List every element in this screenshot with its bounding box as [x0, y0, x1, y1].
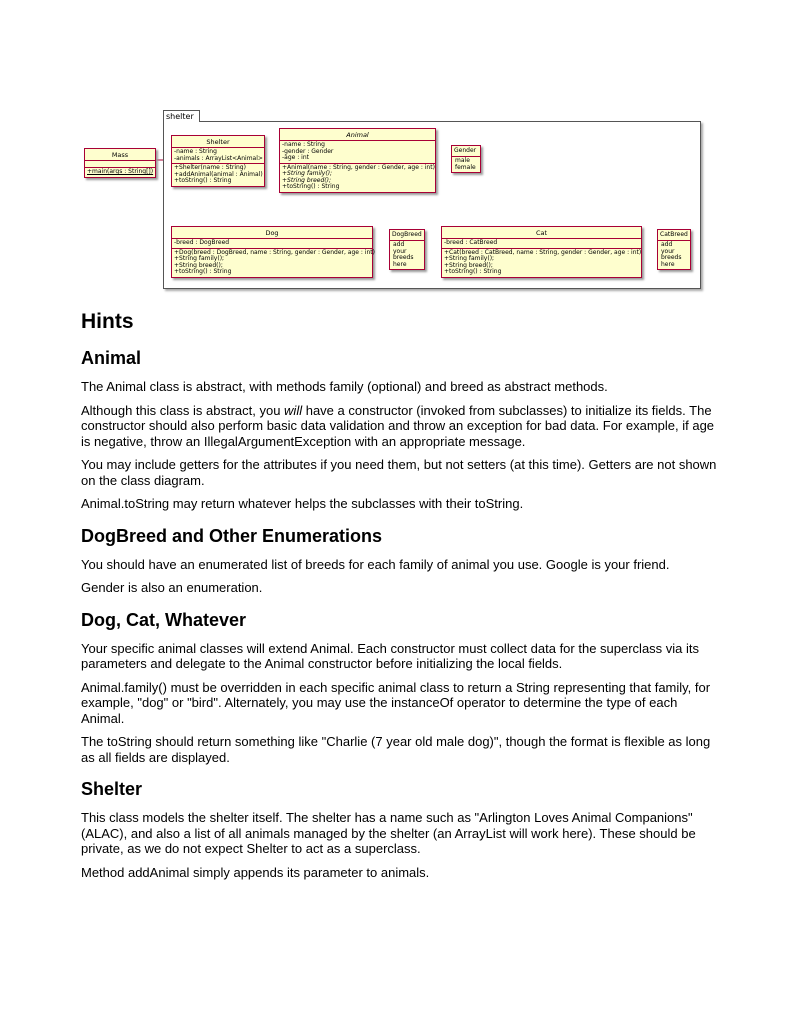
enum-value: here [393, 260, 407, 268]
paragraph [81, 403, 721, 450]
method: +toString() : String [444, 268, 502, 275]
class-mass [84, 148, 156, 178]
method: +Dog(breed : DogBreed, name : String, gender : Gender, age : int) [174, 248, 375, 256]
method: +addAnimal(animal : Animal) [174, 170, 263, 178]
enum-value: your [661, 247, 675, 255]
field: -name : String [174, 148, 217, 155]
paragraph: This class models the shelter itself. The shelter has a name such as "Arlington Loves Animal Companions" (ALAC), and also a list of all animals managed by the shelter (an ArrayList will work here). These should be private, as we do not expect Shelter to act as a superclass. [81, 810, 696, 856]
method: +main(args : String[]) [87, 168, 154, 175]
field: -age : int [282, 154, 309, 161]
paragraph: The Animal class is abstract, with methods family (optional) and breed as abstract methods. [81, 379, 608, 394]
field: -name : String [282, 141, 325, 148]
field: -animals : ArrayList<Animal> [174, 154, 263, 162]
text-run: Although this class is abstract, you [81, 402, 285, 418]
method: +toString() : String [282, 183, 340, 190]
document-body [81, 310, 721, 888]
enum-value: breeds [661, 254, 682, 261]
class-cat-fields [442, 238, 641, 248]
class-cat [441, 226, 642, 278]
class-cat-methods [442, 248, 641, 277]
field: -breed : DogBreed [174, 239, 230, 246]
method: +toString() : String [174, 177, 232, 184]
class-mass-methods [85, 167, 155, 177]
field: -breed : CatBreed [444, 239, 498, 246]
enum-dogbreed [389, 229, 425, 270]
class-animal [279, 128, 436, 193]
class-dog-name: Dog [265, 229, 279, 237]
page-title: Hints [81, 310, 134, 333]
class-mass-fields [85, 160, 155, 167]
class-animal-methods [280, 163, 435, 192]
abstract-method: +String family(); [282, 170, 333, 177]
enum-catbreed-name: CatBreed [658, 230, 690, 241]
class-mass-name: Mass [111, 151, 129, 159]
method: +Shelter(name : String) [174, 164, 246, 171]
method: +Animal(name : String, gender : Gender, age : int) [282, 163, 435, 171]
class-shelter [171, 135, 265, 187]
enum-value: here [661, 260, 675, 268]
enum-value: breeds [393, 254, 414, 261]
enum-value: add [393, 241, 405, 248]
class-dog-fields [172, 238, 372, 248]
class-shelter-methods [172, 163, 264, 186]
class-cat-name: Cat [535, 229, 548, 237]
paragraph: You may include getters for the attributes if you need them, but not setters (at this time). Getters are not shown on the class diagram. [81, 457, 717, 488]
class-animal-fields [280, 140, 435, 163]
enum-dogbreed-name: DogBreed [390, 230, 424, 241]
class-shelter-name: Shelter [206, 138, 230, 146]
method: +String breed(); [174, 261, 223, 269]
class-shelter-fields [172, 147, 264, 163]
paragraph: You should have an enumerated list of breeds for each family of animal you use. Google is your friend. [81, 556, 670, 572]
enum-value: add [661, 241, 673, 248]
paragraph: The toString should return something like "Charlie (7 year old male dog)", though the format is flexible as long as all fields are displayed. [81, 734, 711, 765]
enum-catbreed-values [658, 241, 690, 269]
abstract-method: +String breed(); [282, 176, 332, 184]
class-dog-methods [172, 248, 375, 277]
enum-value: female [455, 163, 476, 171]
paragraph: Your specific animal classes will extend Animal. Each constructor must collect data for the superclass via its parameters and delegate to the Animal constructor before initializing the local fields. [81, 640, 700, 671]
package-label: shelter [163, 110, 200, 122]
enum-gender-values [452, 157, 480, 172]
paragraph: Gender is also an enumeration. [81, 580, 263, 595]
enum-gender [451, 145, 481, 173]
enum-catbreed [657, 229, 691, 270]
paragraph: Animal.family() must be overridden in each specific animal class to return a String representing that family, for example, "dog" or "bird". Alternately, you may use the instanceOf operator to determine the type of each Animal. [81, 679, 711, 726]
paragraph: Method addAnimal simply appends its parameter to animals. [81, 864, 430, 880]
method: +String family(); [174, 255, 225, 262]
class-dog [171, 226, 373, 278]
method: +Cat(breed : CatBreed, name : String, gender : Gender, age : int) [444, 248, 642, 256]
enum-dogbreed-values [390, 241, 424, 269]
method: +String breed(); [444, 261, 493, 269]
section-heading-shelter: Shelter [81, 779, 143, 799]
enum-value: your [393, 247, 407, 255]
method: +toString() : String [174, 268, 232, 275]
uml-class-diagram [80, 108, 710, 294]
section-heading-enumerations: DogBreed and Other Enumerations [81, 525, 383, 546]
section-heading-animal: Animal [81, 348, 142, 368]
field: -gender : Gender [282, 147, 334, 155]
section-heading-dog-cat: Dog, Cat, Whatever [81, 609, 247, 630]
method: +String family(); [444, 255, 495, 262]
enum-gender-name: Gender [452, 146, 480, 157]
paragraph: Animal.toString may return whatever helps the subclasses with their toString. [81, 496, 524, 511]
class-animal-name: Animal [346, 131, 369, 139]
emphasis: will [284, 402, 303, 418]
enum-value: male [455, 157, 470, 164]
text-run: have a constructor (invoked from subclasses) to initialize its fields. The constructor should also perform basic data validation and throw an exception for bad data. For example, if age is negative, throw an IllegalArgumentException with an appropriate message. [81, 402, 715, 449]
